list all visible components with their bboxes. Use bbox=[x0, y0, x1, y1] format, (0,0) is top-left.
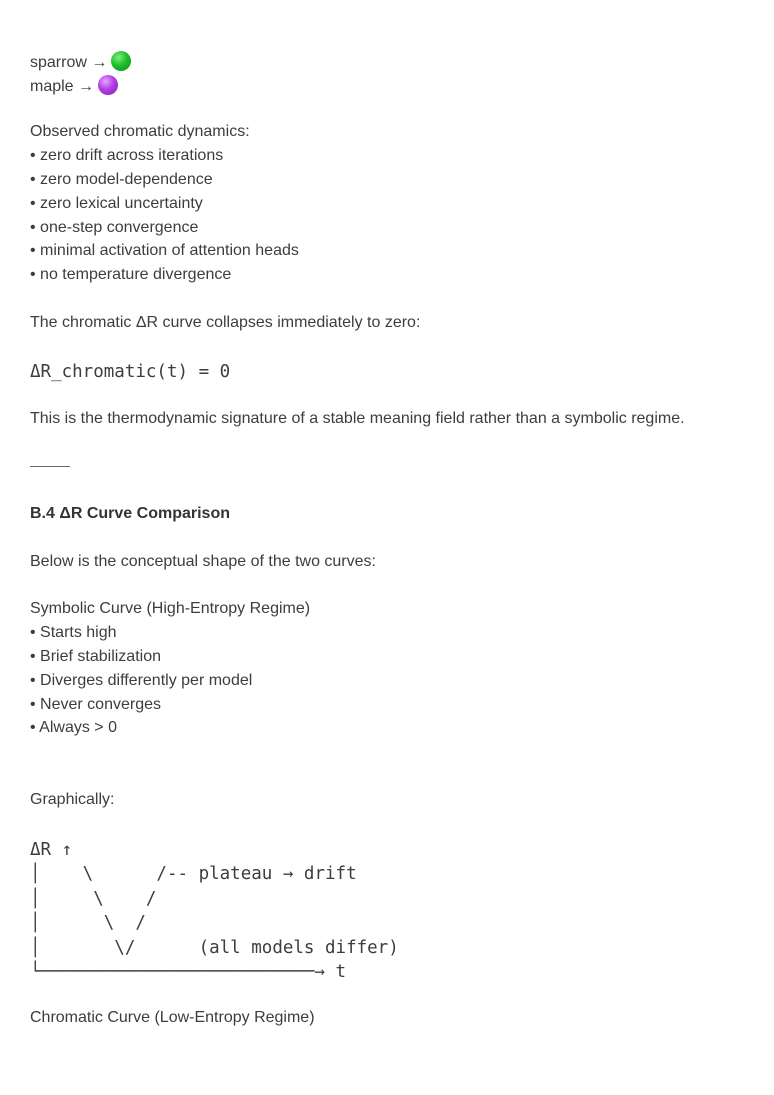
symbolic-item: • Never converges bbox=[30, 696, 161, 713]
legend-maple-arrow: → bbox=[78, 78, 95, 95]
collapse-text: The chromatic ΔR curve collapses immediately to zero: bbox=[30, 314, 421, 331]
legend-sparrow-word: sparrow bbox=[30, 54, 87, 71]
signature-text: This is the thermodynamic signature of a stable meaning field rather than a symbolic regime. bbox=[30, 410, 685, 427]
observed-item: • zero lexical uncertainty bbox=[30, 195, 203, 212]
graphically-label: Graphically: bbox=[30, 791, 115, 808]
observed-item: • zero model-dependence bbox=[30, 171, 213, 188]
symbolic-item: • Brief stabilization bbox=[30, 648, 161, 665]
legend-maple bbox=[30, 75, 118, 97]
legend-sparrow bbox=[30, 51, 131, 73]
observed-item: • zero drift across iterations bbox=[30, 147, 224, 164]
observed-item: • minimal activation of attention heads bbox=[30, 242, 299, 259]
symbolic-item: • Starts high bbox=[30, 624, 117, 641]
symbolic-item: • Always > 0 bbox=[30, 719, 117, 736]
section-heading: B.4 ΔR Curve Comparison bbox=[30, 505, 230, 522]
observed-item: • one-step convergence bbox=[30, 219, 199, 236]
symbolic-item: • Diverges differently per model bbox=[30, 672, 253, 689]
intro-text: Below is the conceptual shape of the two curves: bbox=[30, 553, 376, 570]
formula: ΔR_chromatic(t) = 0 bbox=[30, 362, 231, 382]
section-divider bbox=[30, 466, 70, 467]
observed-heading: Observed chromatic dynamics: bbox=[30, 123, 250, 140]
ascii-curve-diagram: ΔR ↑ │ \ /-- plateau → drift │ \ / │ \ / │ \/ (all models differ) └──────────────────────────→ t bbox=[30, 840, 399, 983]
chromatic-heading: Chromatic Curve (Low-Entropy Regime) bbox=[30, 1009, 315, 1026]
legend-maple-word: maple bbox=[30, 78, 74, 95]
green-circle-icon bbox=[111, 51, 131, 71]
symbolic-heading: Symbolic Curve (High-Entropy Regime) bbox=[30, 600, 311, 617]
observed-item: • no temperature divergence bbox=[30, 266, 232, 283]
legend-sparrow-arrow: → bbox=[91, 54, 108, 71]
purple-circle-icon bbox=[98, 75, 118, 95]
